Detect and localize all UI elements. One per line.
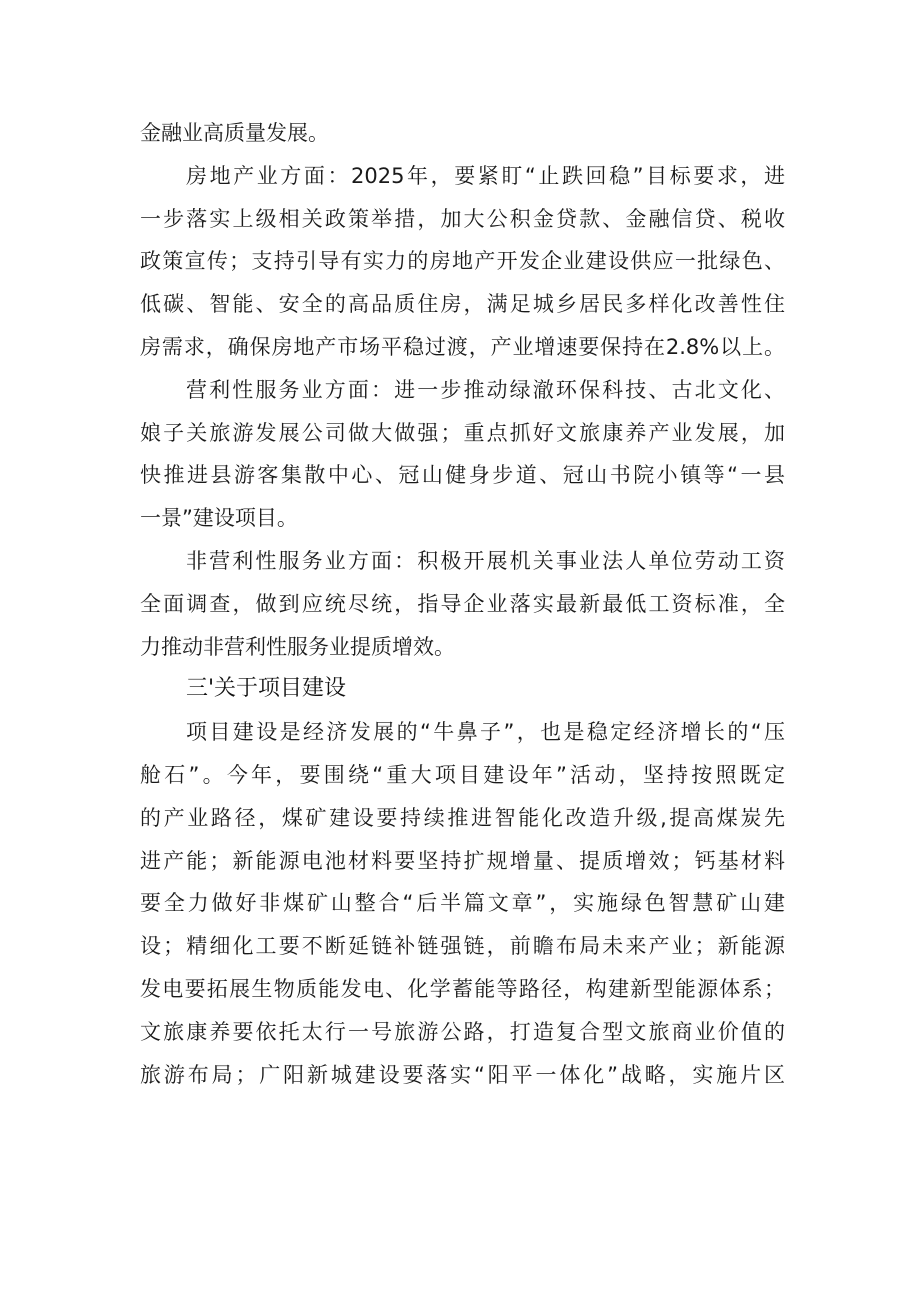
paragraph-line: 一步落实上级相关政策举措，加大公积金贷款、金融信贷、税收 <box>140 206 785 231</box>
section-heading: 三'关于项目建设 <box>186 676 347 702</box>
paragraph-line: 快推进县游客集散中心、冠山健身步道、冠山书院小镇等“一县 <box>140 463 785 488</box>
paragraph-line: 项目建设是经济发展的“牛鼻子”，也是稳定经济增长的“压 <box>186 720 785 745</box>
document-body <box>140 112 785 1096</box>
paragraph-line: 低碳、智能、安全的高品质住房，满足城乡居民多样化改善性住 <box>140 292 785 317</box>
paragraph-line: 房地产业方面：2025年，要紧盯“止跌回稳”目标要求，进 <box>186 163 785 188</box>
paragraph-line: 全面调查，做到应统尽统，指导企业落实最新最低工资标准，全 <box>140 591 785 616</box>
paragraph-line: 发电要拓展生物质能发电、化学蓄能等路径，构建新型能源体系； <box>140 976 785 1001</box>
paragraph-line: 政策宣传；支持引导有实力的房地产开发企业建设供应一批绿色、 <box>140 249 785 274</box>
paragraph-line: 非营利性服务业方面：积极开展机关事业法人单位劳动工资 <box>186 548 785 573</box>
paragraph-line: 一景”建设项目。 <box>140 506 298 531</box>
paragraph-line: 文旅康养要依托太行一号旅游公路，打造复合型文旅商业价值的 <box>140 1019 785 1044</box>
paragraph-line: 房需求，确保房地产市场平稳过渡，产业增速要保持在2.8%以上。 <box>140 334 785 359</box>
paragraph-line: 旅游布局；广阳新城建设要落实“阳平一体化”战略，实施片区 <box>140 1062 785 1087</box>
paragraph-line: 力推动非营利性服务业提质增效。 <box>140 634 455 659</box>
paragraph-line: 营利性服务业方面：进一步推动绿澈环保科技、古北文化、 <box>186 377 785 402</box>
paragraph-line: 要全力做好非煤矿山整合“后半篇文章”，实施绿色智慧矿山建 <box>140 891 785 916</box>
paragraph-line: 的产业路径，煤矿建设要持续推进智能化改造升级,提高煤炭先 <box>140 805 785 830</box>
paragraph-line: 设；精细化工要不断延链补链强链，前瞻布局未来产业；新能源 <box>140 934 785 959</box>
paragraph-line: 舱石”。今年，要围绕“重大项目建设年”活动，坚持按照既定 <box>140 762 785 787</box>
paragraph-line: 金融业高质量发展。 <box>140 121 329 145</box>
paragraph-line: 进产能；新能源电池材料要坚持扩规增量、提质增效；钙基材料 <box>140 848 785 873</box>
paragraph-line: 娘子关旅游发展公司做大做强；重点抓好文旅康养产业发展，加 <box>140 420 785 445</box>
